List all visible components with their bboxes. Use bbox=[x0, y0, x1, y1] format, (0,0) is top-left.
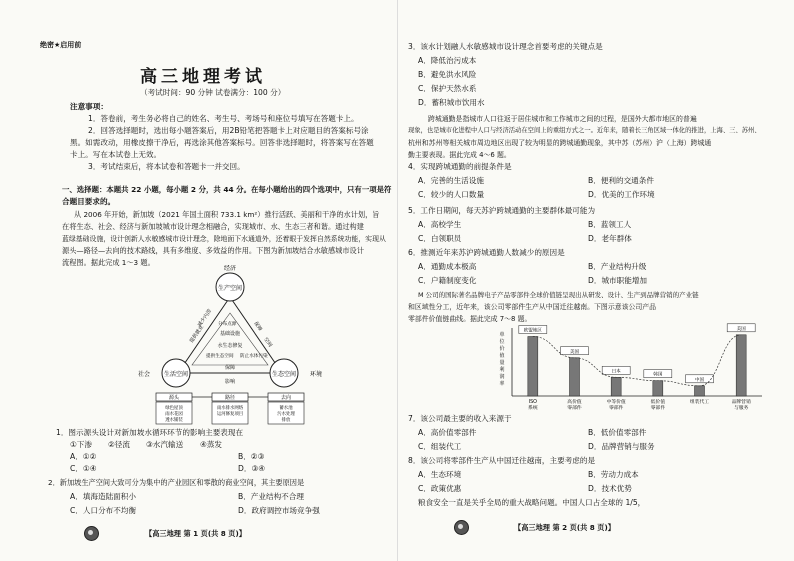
exam-title: 高三地理考试 bbox=[140, 67, 266, 87]
q7-option-c[interactable]: C．组装代工 bbox=[418, 442, 462, 451]
node-label: 生态空间 bbox=[271, 371, 297, 378]
edge-label: 保障 bbox=[252, 320, 264, 333]
q4-option-b[interactable]: B．便利的交通条件 bbox=[588, 176, 654, 185]
x-tick-label: 高价值 bbox=[567, 400, 582, 405]
notice-item: 3．考试结束后，将本试卷和答题卡一并交回。 bbox=[88, 162, 245, 171]
page-footer: 【高三地理 第 1 页(共 8 页)】 bbox=[145, 529, 246, 538]
q7-option-b[interactable]: B．低价值零部件 bbox=[588, 428, 647, 437]
x-tick-label: 零部件 bbox=[608, 406, 624, 411]
q1-option-b[interactable]: B．②③ bbox=[238, 452, 265, 461]
y-axis-label-char: 价 bbox=[499, 346, 505, 352]
node-label: 生活空间 bbox=[163, 371, 189, 378]
chart-bar bbox=[653, 381, 663, 396]
passage3-line: 零部件价值链曲线。据此完成 7～8 题。 bbox=[408, 315, 532, 323]
passage2-line: 跨城通勤是指城市人口往返于居住城市和工作城市之间的过程，是国外大都市地区的普遍 bbox=[428, 115, 697, 123]
box-detail-text: 蓄水池 bbox=[279, 406, 293, 411]
notice-item: 卡上。写在本试卷上无效。 bbox=[70, 150, 162, 159]
q6-stem: 6．推测近年来苏沪跨城通勤人数减少的原因是 bbox=[408, 248, 565, 257]
passage4-line: 粮食安全一直是关乎全局的重大战略问题。中国人口占全球的 1/5， bbox=[418, 498, 646, 507]
passage3-line: M 公司的国际著名品牌电子产品零部件全球价值链呈现出从研发、设计、生产到品牌营销的产业链 bbox=[418, 291, 699, 299]
section-heading-cont: 合题目要求的。 bbox=[62, 197, 116, 206]
inner-diag-label: 分布点源 bbox=[218, 322, 237, 327]
passage1-line: 蓝绿基础设施，设计创新人水敏感城市设计理念，除地面下水通道外，还着眼于发挥自然系统功能，实现从 bbox=[62, 235, 386, 243]
chart-bar bbox=[528, 337, 538, 397]
edge-label: 减少内涝 bbox=[196, 308, 214, 329]
q1-choice: ②径流 bbox=[108, 440, 130, 449]
box-detail-text: 雨水排水网络 bbox=[216, 406, 244, 411]
q5-option-a[interactable]: A．高校学生 bbox=[418, 220, 462, 229]
q4-option-c[interactable]: C．较少的人口数量 bbox=[418, 190, 485, 199]
x-tick-label: ISO bbox=[528, 400, 537, 405]
notice-item: 1．答卷前，考生务必将自己的姓名、考生号、考场号和座位号填写在答题卡上。 bbox=[88, 114, 359, 123]
q1-option-c[interactable]: C．①④ bbox=[70, 464, 97, 473]
box-detail-text: 绿色屋顶 bbox=[165, 406, 183, 411]
bar-callout-label: 日本 bbox=[611, 369, 621, 375]
bar-callout-label: 美国 bbox=[736, 326, 746, 332]
y-axis-label-char: 位 bbox=[499, 339, 505, 345]
passage2-line: 勤主要表现。据此完成 4～6 题。 bbox=[408, 151, 511, 159]
q6-option-b[interactable]: B．产业结构升级 bbox=[588, 262, 647, 271]
passage2-line: 杭州和苏州等相关城市周边地区出现了较为明显的跨城通勤现象，其中苏（苏州）沪（上海）跨城通 bbox=[408, 139, 712, 147]
inner-diag-label: 提供生态空间 bbox=[206, 354, 234, 359]
x-tick-label: 组装代工 bbox=[689, 400, 710, 405]
q3-option-c[interactable]: C．保护天然水系 bbox=[418, 84, 477, 93]
passage1-line: 在将生态、社会、经济与新加坡城市设计理念相融合，实现城市、水、生态三者和谐。通过构建 bbox=[62, 222, 364, 231]
passage1-line: 流程图。据此完成 1～3 题。 bbox=[62, 258, 155, 267]
q1-choice: ④蒸发 bbox=[200, 440, 222, 449]
passage1-line: 从 2006 年开始，新加坡（2021 年国土面积 733.1 km²）推行活跃、美丽和干净的水计划，旨 bbox=[74, 210, 380, 219]
q6-option-a[interactable]: A．通勤成本极高 bbox=[418, 262, 477, 271]
bar-callout-label: 欧盟地区 bbox=[523, 328, 543, 334]
q1-option-a[interactable]: A．①② bbox=[70, 452, 97, 461]
q3-option-a[interactable]: A．降低治污成本 bbox=[418, 56, 477, 65]
q7-option-a[interactable]: A．高价值零部件 bbox=[418, 428, 477, 437]
q3-stem: 3．该水计划融人水敏感城市设计理念首要考虑的关键点是 bbox=[408, 42, 603, 51]
label-environment: 环境 bbox=[309, 371, 323, 378]
q8-option-a[interactable]: A．生态环境 bbox=[418, 470, 462, 479]
school-logo-icon bbox=[84, 526, 99, 541]
box-label: 路径 bbox=[224, 395, 236, 401]
node-label: 生产空间 bbox=[217, 285, 243, 292]
y-axis-label-char: 利 bbox=[499, 367, 505, 373]
y-axis-label-char: 量 bbox=[499, 360, 505, 366]
q8-option-d[interactable]: D．技术优势 bbox=[588, 484, 632, 493]
q4-option-d[interactable]: D．优美的工作环境 bbox=[588, 190, 655, 199]
edge-label: 提供就业 bbox=[188, 324, 206, 345]
q2-option-b[interactable]: B．产业结构不合理 bbox=[238, 492, 304, 501]
confidential-tag: 绝密★启用前 bbox=[40, 41, 82, 49]
q8-option-c[interactable]: C．政策优惠 bbox=[418, 484, 462, 493]
bottom-edge-label: 影响 bbox=[224, 379, 236, 385]
x-tick-label: 系统 bbox=[528, 406, 538, 411]
x-tick-label: 品牌营销 bbox=[731, 400, 751, 405]
exam-info: （考试时间：90 分钟 试卷满分：100 分） bbox=[140, 88, 286, 97]
x-tick-label: 零部件 bbox=[567, 406, 582, 411]
box-detail-text: 污水处理 bbox=[277, 412, 295, 417]
chart-bar bbox=[570, 358, 580, 396]
x-tick-label: 低价值 bbox=[650, 400, 666, 405]
q3-option-d[interactable]: D．蓄积城市饮用水 bbox=[418, 98, 485, 107]
q4-option-a[interactable]: A．完善的生活设施 bbox=[418, 176, 484, 185]
q8-option-b[interactable]: B．劳动力成本 bbox=[588, 470, 639, 479]
y-axis-label-char: 率 bbox=[499, 381, 505, 387]
chart-bar bbox=[695, 386, 705, 396]
bar-callout-label: 中国 bbox=[694, 377, 705, 383]
q5-option-c[interactable]: C．白领职员 bbox=[418, 234, 462, 243]
center-label: 水生态修复 bbox=[217, 343, 243, 349]
box-detail-text: 雨水花园 bbox=[165, 412, 183, 417]
q8-stem: 8．该公司将零部件生产从中国迁往越南，主要考虑的是 bbox=[408, 456, 596, 465]
water-sensitive-city-diagram bbox=[130, 265, 330, 425]
q3-option-b[interactable]: B．避免洪水风险 bbox=[418, 70, 477, 79]
q7-option-d[interactable]: D．品牌营销与服务 bbox=[588, 442, 655, 451]
q4-stem: 4．实现跨城通勤的前提条件是 bbox=[408, 162, 512, 171]
label-economy: 经济 bbox=[223, 265, 237, 272]
q2-stem: 2．新加坡生产空间大致可分为集中的产业园区和零散的商业空间，其主要原因是 bbox=[48, 478, 305, 487]
x-tick-label: 零部件 bbox=[650, 406, 666, 411]
q1-stem: 1．图示源头设计对新加坡水循环环节的影响主要表现在 bbox=[56, 428, 244, 437]
section-heading: 一、选择题：本题共 22 小题，每小题 2 分，共 44 分。在每小题给出的四个选项中，只有一项是符 bbox=[62, 185, 392, 194]
chart-bar bbox=[736, 335, 746, 396]
q2-option-c[interactable]: C．人口分布不均衡 bbox=[70, 506, 137, 515]
inner-diag-label: 防止水体污染 bbox=[240, 354, 268, 359]
q1-choice: ①下渗 bbox=[70, 440, 92, 449]
q5-option-d[interactable]: D．老年群体 bbox=[588, 234, 632, 243]
q1-choice: ③水汽输送 bbox=[146, 440, 184, 449]
notice-item: 2．回答选择题时，选出每小题答案后，用2B铅笔把答题卡上对应题目的答案标号涂 bbox=[88, 126, 369, 135]
box-detail-text: 运河修复项目 bbox=[216, 412, 244, 417]
notice-heading: 注意事项： bbox=[70, 102, 108, 111]
passage1-line: 源头—路径—去向的技术路线，具有多维度、多效益的作用。下图为新加坡结合水敏感城市设计 bbox=[62, 246, 364, 255]
bottom-edge-label: 保障 bbox=[224, 365, 236, 371]
notice-item: 黑。如需改动，用橡皮擦干净后，再选涂其他答案标号。回答非选择题时，将答案写在答题 bbox=[70, 138, 374, 147]
y-axis-label-char: 单 bbox=[499, 332, 505, 338]
bar-callout-label: 韩国 bbox=[653, 372, 663, 378]
bar-callout-label: 美国 bbox=[569, 349, 580, 355]
x-tick-label: 中等价值 bbox=[606, 400, 626, 405]
edge-label: 空间 bbox=[262, 336, 274, 349]
passage2-line: 现象，也是城市化进程中人口与经济活动在空间上的重组方式之一。近年来，随着长三角区域一体化的推进，上海、三、苏州、 bbox=[408, 127, 761, 134]
q2-option-d[interactable]: D．政府调控市场竞争强 bbox=[238, 506, 320, 515]
box-detail-text: 透水铺装 bbox=[165, 418, 183, 423]
exam-page-2 bbox=[397, 0, 794, 561]
y-axis-label-char: 润 bbox=[499, 374, 505, 380]
value-chain-chart bbox=[490, 322, 770, 414]
box-label: 去向 bbox=[280, 395, 292, 401]
y-axis-label-char: 值 bbox=[499, 353, 505, 359]
chart-bar bbox=[611, 377, 621, 396]
label-society: 社会 bbox=[137, 371, 151, 378]
box-label: 源头 bbox=[168, 395, 180, 401]
q5-stem: 5．工作日期间，每天苏沪跨城通勤的主要群体最可能为 bbox=[408, 206, 596, 215]
center-label: 基础设施 bbox=[219, 331, 241, 337]
school-logo-icon bbox=[454, 520, 469, 535]
q6-option-c[interactable]: C．户籍制度变化 bbox=[418, 276, 477, 285]
q5-option-b[interactable]: B．蓝领工人 bbox=[588, 220, 632, 229]
q6-option-d[interactable]: D．城市职能增加 bbox=[588, 276, 648, 285]
x-tick-label: 与服务 bbox=[733, 406, 749, 411]
q1-option-d[interactable]: D．③④ bbox=[238, 464, 266, 473]
q2-option-a[interactable]: A．填海造陆面积小 bbox=[70, 492, 136, 501]
box-detail-text: 排放 bbox=[281, 418, 291, 423]
page-footer: 【高三地理 第 2 页(共 8 页)】 bbox=[514, 523, 615, 532]
q7-stem: 7．该公司最主要的收入来源于 bbox=[408, 414, 512, 423]
passage3-line: 和区域性分工，近年来，该公司零部件生产从中国迁往越南。下图示意该公司产品 bbox=[408, 303, 657, 311]
